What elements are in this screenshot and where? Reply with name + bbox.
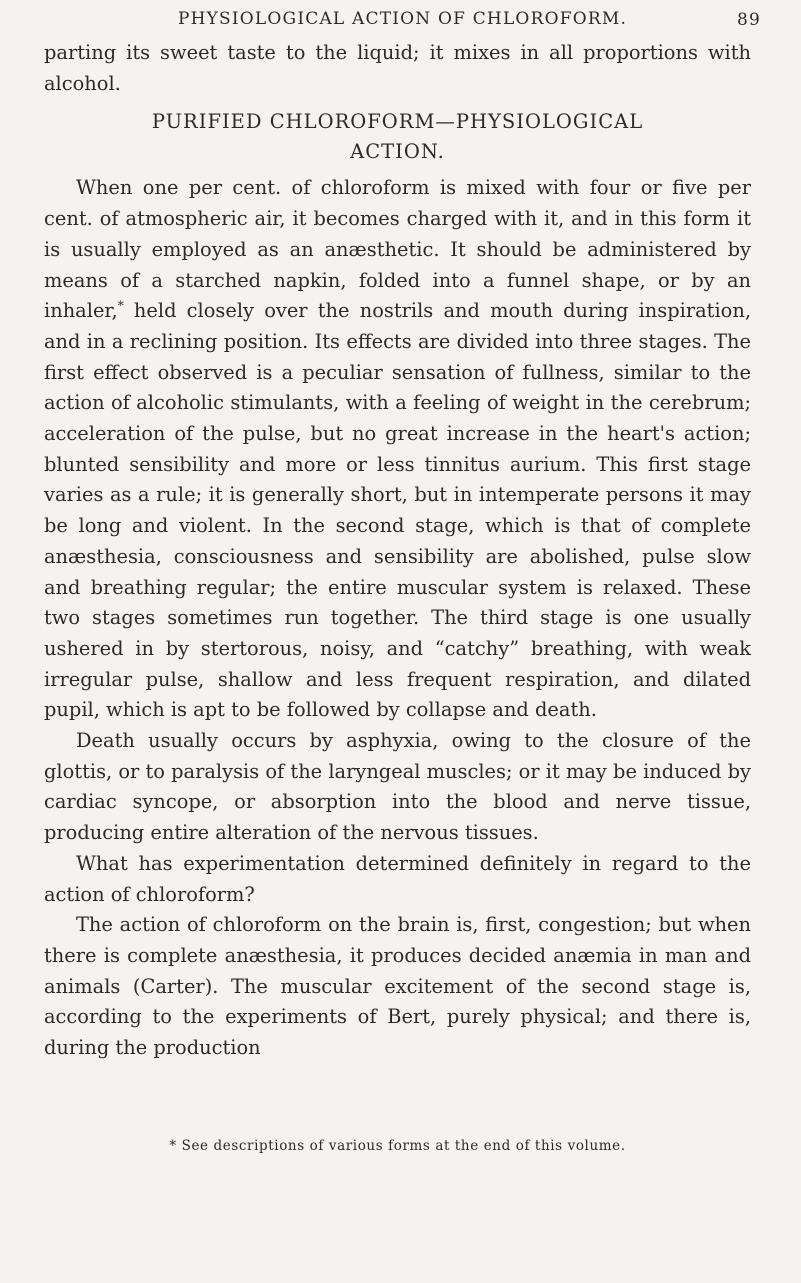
section-heading-line-2: ACTION. [350,140,445,164]
page-number: 89 [736,10,761,30]
paragraph-stages-text-b: held closely over the nostrils and mouth during inspiration, and in a reclining position. Its effects are divided into three stages. The first effect observed is a peculiar sensation of fullness, similar to the action of alcoholic stimulants, with a feeling of weight in the cerebrum; acceleration of the pulse, but no great increase in the heart's action; blunted sensibility and more or less tinnitus aurium. This first stage varies as a rule; it is generally short, but in intemperate persons it may be long and violent. In the second stage, which is that of complete anæsthesia, consciousness and sensibility are abolished, pulse slow and breathing regular; the entire muscular system is relaxed. These two stages sometimes run together. The third stage is one usually ushered in by stertorous, noisy, and “catchy” breathing, with weak irregular pulse, shallow and less frequent respiration, and dilated pupil, which is apt to be followed by collapse and death. [44,299,751,722]
paragraph-stages-text-a: When one per cent. of chloroform is mixed with four or five per cent. of atmospheric air, it becomes charged with it, and in this form it is usually employed as an anæsthetic. It should be administered by means of a starched napkin, folded into a funnel shape, or by an inhaler, [44,176,751,323]
paragraph-brain-action: The action of chloroform on the brain is, first, congestion; but when there is complete anæsthesia, it produces decided anæmia in man and animals (Carter). The muscular excitement of the second stage is, according to the experiments of Bert, purely physical; and there is, during the production [44,913,751,1060]
continuation-paragraph: parting its sweet taste to the liquid; it mixes in all proportions with alcohol. [44,41,751,95]
paragraph-question: What has experimentation determined definitely in regard to the action of chloroform? [44,851,751,906]
running-head-title: PHYSIOLOGICAL ACTION OF CHLOROFORM. [177,9,628,29]
footnote-marker: * [117,298,124,313]
page-body [44,38,751,1064]
footnote: * See descriptions of various forms at the end of this volume. [169,1138,626,1154]
running-head [44,4,761,34]
section-heading-line-1: PURIFIED CHLOROFORM—PHYSIOLOGICAL [151,110,644,134]
paragraph-stages [44,173,751,726]
section-heading [44,107,751,167]
paragraph-death: Death usually occurs by asphyxia, owing to the closure of the glottis, or to paralysis of the laryngeal muscles; or it may be induced by cardiac syncope, or absorption into the blood and nerve tissue, producing entire alteration of the nervous tissues. [44,729,751,845]
